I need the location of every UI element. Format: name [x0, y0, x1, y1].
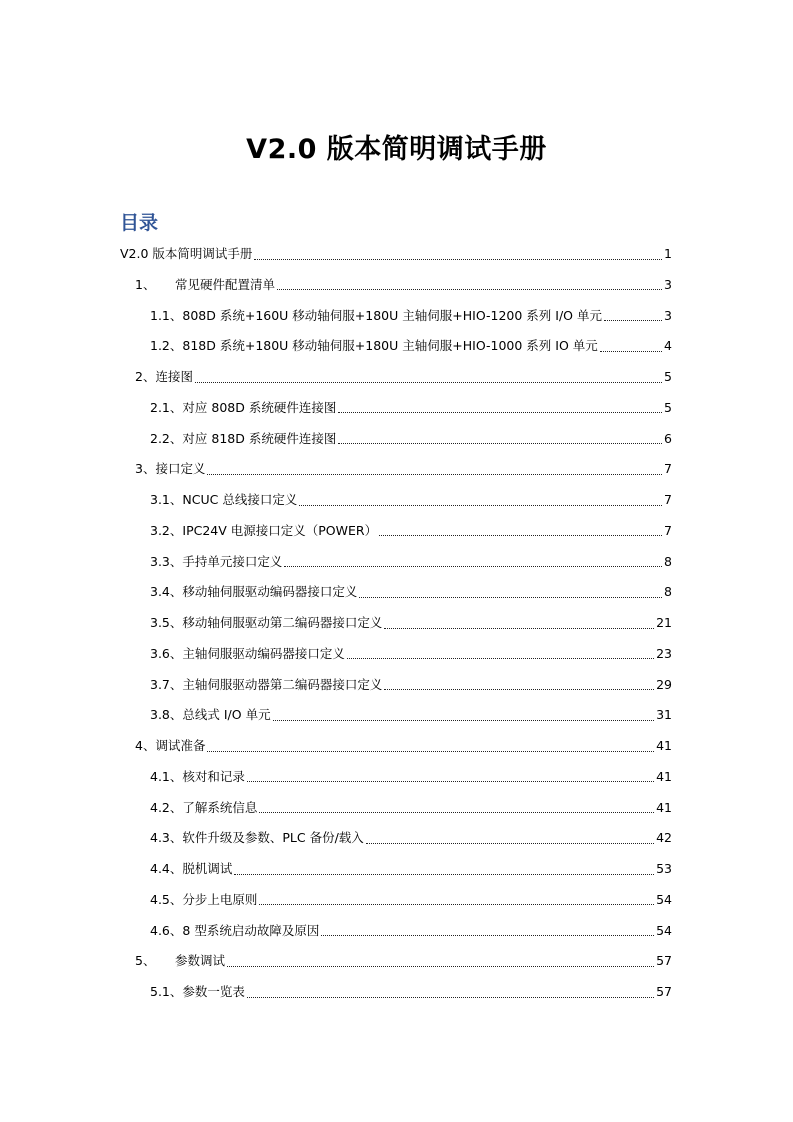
- toc-entry[interactable]: [135, 735, 672, 757]
- toc-entry-page-number: 3: [664, 307, 672, 323]
- toc-entry[interactable]: [150, 305, 672, 327]
- toc-entry-title: 脱机调试: [182, 861, 233, 876]
- toc-entry[interactable]: [150, 397, 672, 419]
- toc-entry[interactable]: [120, 243, 672, 265]
- toc-entry-page-number: 3: [664, 276, 672, 292]
- toc-entry-number: 3、: [135, 461, 156, 477]
- toc-entry-number: 2、: [135, 369, 156, 384]
- toc-entry-number: 4、: [135, 738, 156, 753]
- toc-entry-number: 1.1、: [150, 307, 183, 323]
- toc-entry-title: 接口定义: [155, 461, 206, 477]
- toc-dot-leader: [259, 904, 654, 905]
- toc-entry-title: 参数一览表: [182, 984, 245, 999]
- toc-dot-leader: [384, 689, 654, 690]
- toc-dot-leader: [299, 505, 662, 506]
- toc-entry-title: 软件升级及参数、PLC 备份/载入: [182, 830, 364, 846]
- document-title: V2.0 版本简明调试手册: [246, 134, 547, 165]
- toc-dot-leader: [254, 259, 662, 260]
- toc-dot-leader: [234, 874, 654, 875]
- toc-entry[interactable]: [150, 520, 672, 542]
- toc-entry-page-number: 5: [664, 399, 672, 415]
- toc-entry[interactable]: [135, 458, 672, 480]
- toc-entry-number: 3.3、: [150, 553, 183, 569]
- toc-entry[interactable]: [135, 274, 672, 296]
- toc-entry-number: 3.1、: [150, 492, 183, 507]
- toc-entry-page-number: 53: [656, 861, 672, 876]
- toc-entry[interactable]: [150, 827, 672, 849]
- toc-entry-title: 手持单元接口定义: [182, 553, 283, 569]
- toc-dot-leader: [604, 320, 662, 321]
- toc-entry-page-number: 23: [656, 645, 672, 661]
- toc-entry-page-number: 8: [664, 553, 672, 569]
- toc-entry-number: 3.4、: [150, 584, 183, 600]
- toc-entry[interactable]: [150, 797, 672, 819]
- toc-entry-title: NCUC 总线接口定义: [182, 492, 298, 507]
- toc-dot-leader: [366, 843, 654, 844]
- toc-entry-number: 1.2、: [150, 338, 183, 354]
- toc-dot-leader: [379, 535, 662, 536]
- toc-entry-number: 5、: [135, 953, 156, 969]
- toc-entry-number: 2.2、: [150, 430, 183, 446]
- toc-entry-title: 移动轴伺服驱动编码器接口定义: [182, 584, 358, 600]
- toc-entry-title: 了解系统信息: [182, 799, 258, 815]
- toc-dot-leader: [227, 966, 654, 967]
- toc-dot-leader: [207, 474, 662, 475]
- toc-entry-page-number: 7: [664, 492, 672, 507]
- toc-entry[interactable]: [135, 366, 672, 388]
- toc-entry-number: 2.1、: [150, 399, 183, 415]
- toc-entry[interactable]: [150, 674, 672, 696]
- toc-entry-number: 3.5、: [150, 615, 183, 630]
- toc-entry-page-number: 4: [664, 338, 672, 354]
- toc-entry-number: 4.2、: [150, 799, 183, 815]
- toc-entry[interactable]: [150, 335, 672, 357]
- toc-entry-title: 对应 808D 系统硬件连接图: [182, 399, 337, 415]
- toc-entry-page-number: 41: [656, 768, 672, 784]
- toc-entry[interactable]: [135, 950, 672, 972]
- toc-entry-title: 连接图: [155, 369, 193, 384]
- toc-dot-leader: [207, 751, 654, 752]
- toc-entry-page-number: 41: [656, 738, 672, 753]
- toc-entry-page-number: 8: [664, 584, 672, 600]
- toc-dot-leader: [359, 597, 662, 598]
- toc-dot-leader: [195, 382, 662, 383]
- toc-entry-title: 对应 818D 系统硬件连接图: [182, 430, 337, 446]
- toc-entry-title: IPC24V 电源接口定义（POWER）: [182, 522, 378, 538]
- toc-dot-leader: [338, 412, 662, 413]
- toc-dot-leader: [284, 566, 662, 567]
- toc-entry-page-number: 54: [656, 922, 672, 938]
- toc-entry-page-number: 7: [664, 461, 672, 477]
- toc-entry-number: 4.5、: [150, 891, 183, 907]
- toc-entry-page-number: 42: [656, 830, 672, 846]
- toc-entry-title: 818D 系统+180U 移动轴伺服+180U 主轴伺服+HIO-1000 系列 IO 单元: [182, 338, 598, 354]
- toc-entry-page-number: 21: [656, 615, 672, 630]
- toc-entry-title: 调试准备: [155, 738, 206, 753]
- toc-entry-title: 总线式 I/O 单元: [182, 707, 271, 723]
- toc-dot-leader: [600, 351, 662, 352]
- toc-entry-title: 移动轴伺服驱动第二编码器接口定义: [182, 615, 383, 630]
- toc-entry[interactable]: [150, 551, 672, 573]
- toc-entry-number: 3.2、: [150, 522, 183, 538]
- toc-dot-leader: [259, 812, 654, 813]
- toc-entry[interactable]: [150, 704, 672, 726]
- toc-heading: 目录: [120, 212, 159, 234]
- toc-entry-number: 4.3、: [150, 830, 183, 846]
- toc-entry[interactable]: [150, 428, 672, 450]
- toc-entry-page-number: 7: [664, 522, 672, 538]
- toc-entry-number: 3.6、: [150, 645, 183, 661]
- toc-entry[interactable]: [150, 489, 672, 511]
- toc-entry[interactable]: [150, 643, 672, 665]
- toc-entry-number: 4.1、: [150, 768, 183, 784]
- toc-entry[interactable]: [150, 920, 672, 942]
- toc-entry-title: 主轴伺服驱动器第二编码器接口定义: [182, 676, 383, 692]
- toc-entry[interactable]: [150, 981, 672, 1003]
- toc-entry-title: 常见硬件配置清单: [175, 276, 276, 292]
- toc-entry-page-number: 1: [664, 246, 672, 261]
- toc-entry-number: 4.4、: [150, 861, 183, 876]
- toc-entry[interactable]: [150, 612, 672, 634]
- toc-entry-title: 参数调试: [175, 953, 226, 969]
- toc-entry[interactable]: [150, 581, 672, 603]
- toc-entry-page-number: 57: [656, 953, 672, 969]
- toc-entry-title: 808D 系统+160U 移动轴伺服+180U 主轴伺服+HIO-1200 系列 I/O 单元: [182, 307, 602, 323]
- toc-entry-number: 3.8、: [150, 707, 183, 723]
- toc-entry-number: 4.6、: [150, 922, 183, 938]
- toc-dot-leader: [347, 658, 654, 659]
- toc-entry-page-number: 5: [664, 369, 672, 384]
- toc-dot-leader: [247, 997, 654, 998]
- toc-entry-page-number: 29: [656, 676, 672, 692]
- toc-dot-leader: [273, 720, 655, 721]
- toc-entry-number: 3.7、: [150, 676, 183, 692]
- toc-entry-number: 1、: [135, 276, 156, 292]
- toc-entry-page-number: 6: [664, 430, 672, 446]
- toc-entry-number: 5.1、: [150, 984, 183, 999]
- toc-dot-leader: [247, 781, 654, 782]
- toc-entry[interactable]: [150, 889, 672, 911]
- toc-entry[interactable]: [150, 858, 672, 880]
- toc-dot-leader: [277, 289, 662, 290]
- toc-entry[interactable]: [150, 766, 672, 788]
- toc-entry-title: 核对和记录: [182, 768, 245, 784]
- toc-entry-title: 8 型系统启动故障及原因: [182, 922, 320, 938]
- toc-entry-title: 分步上电原则: [182, 891, 258, 907]
- toc-dot-leader: [321, 935, 654, 936]
- toc-entry-page-number: 57: [656, 984, 672, 999]
- toc-entry-page-number: 54: [656, 891, 672, 907]
- toc-entry-title: V2.0 版本简明调试手册: [120, 246, 253, 261]
- toc-dot-leader: [384, 628, 654, 629]
- toc-entry-title: 主轴伺服驱动编码器接口定义: [182, 645, 345, 661]
- toc-entry-page-number: 41: [656, 799, 672, 815]
- toc-dot-leader: [338, 443, 662, 444]
- toc-entry-page-number: 31: [656, 707, 672, 723]
